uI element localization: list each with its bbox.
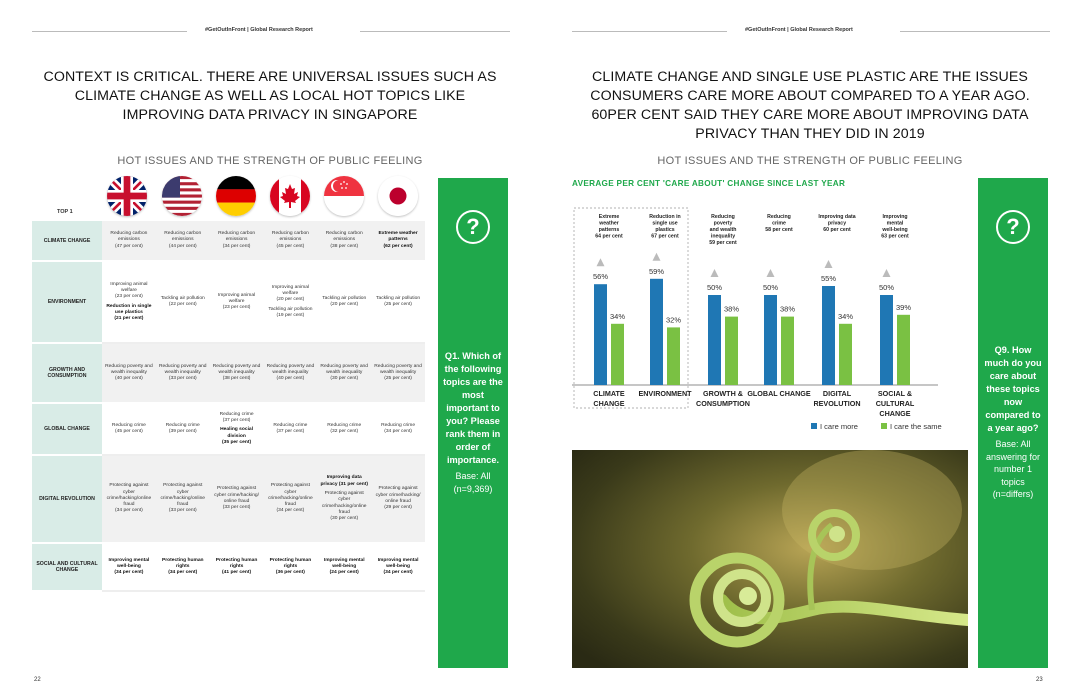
cell-percent: (62 per cent) bbox=[383, 243, 413, 249]
top-issue-label: 58 per cent bbox=[765, 227, 793, 233]
cell-percent: (34 per cent) bbox=[168, 570, 198, 576]
running-head-rule bbox=[572, 31, 727, 32]
cell-percent: (45 per cent) bbox=[115, 429, 143, 434]
bar-care-same bbox=[897, 315, 910, 385]
cell-percent: (30 per cent) bbox=[330, 516, 359, 522]
table-row bbox=[32, 543, 425, 591]
cell-percent: (34 per cent) bbox=[115, 508, 143, 514]
top-issue-label: Extreme bbox=[598, 214, 620, 220]
table-cell bbox=[102, 261, 156, 343]
legend-swatch-care-same bbox=[881, 423, 887, 429]
table-cell bbox=[317, 455, 371, 543]
table-cell bbox=[371, 455, 425, 543]
cell-issue: Improving data privacy (31 per cent) bbox=[320, 475, 369, 487]
cell-issue: Protecting against cyber crime/hacking/online fraud bbox=[160, 483, 206, 508]
page-number: 22 bbox=[34, 677, 41, 683]
data-label-care-same: 34% bbox=[837, 311, 854, 321]
top-issue-label: patterns bbox=[598, 227, 620, 233]
cell-issue: Reducing carbon emissions bbox=[325, 231, 363, 243]
cell-issue: Reduction in single use plastics bbox=[106, 303, 152, 315]
bar-care-more bbox=[708, 295, 721, 385]
table-cell bbox=[371, 261, 425, 343]
page-number: 23 bbox=[1036, 677, 1043, 683]
cell-issue: Reducing poverty and wealth inequality bbox=[320, 363, 369, 375]
table-row bbox=[32, 403, 425, 455]
table-cell bbox=[156, 543, 210, 591]
data-label-care-same: 38% bbox=[723, 304, 740, 314]
table-cell bbox=[317, 543, 371, 591]
cell-percent: (30 per cent) bbox=[330, 376, 359, 382]
top-issue-label: and wealth bbox=[709, 227, 737, 233]
table-cell bbox=[210, 261, 264, 343]
up-triangle-icon bbox=[825, 260, 833, 268]
bar-care-same bbox=[667, 327, 680, 385]
running-head-rule bbox=[32, 31, 187, 32]
row-topic: GLOBAL CHANGE bbox=[32, 403, 102, 455]
cell-issue: Reducing poverty and wealth inequality bbox=[266, 363, 315, 375]
top-issue-label: well-being bbox=[882, 227, 908, 233]
cell-issue: Improving animal welfare bbox=[110, 281, 148, 293]
legend-label-care-same: I care the same bbox=[890, 422, 942, 431]
cell-percent: (19 per cent) bbox=[276, 312, 305, 318]
question-mark-icon: ? bbox=[996, 210, 1030, 244]
bar-care-more bbox=[764, 295, 777, 385]
data-label-care-more: 50% bbox=[762, 283, 779, 292]
category-label: CLIMATE bbox=[593, 389, 625, 398]
table-cell bbox=[102, 543, 156, 591]
running-head: #GetOutInFront | Global Research Report bbox=[205, 27, 313, 33]
cell-percent: (33 per cent) bbox=[168, 508, 197, 514]
top-issue-label: poverty bbox=[713, 220, 733, 227]
category-label: CHANGE bbox=[593, 399, 625, 408]
table-cell bbox=[317, 261, 371, 343]
cell-issue: Reducing crime bbox=[381, 422, 416, 428]
cell-percent: (20 per cent) bbox=[276, 297, 305, 303]
top-issue-label: weather bbox=[599, 220, 619, 227]
sidebar-base: Base: All (n=9,369) bbox=[453, 471, 493, 494]
cell-issue: Reducing poverty and wealth inequality bbox=[105, 363, 153, 375]
up-triangle-icon bbox=[597, 258, 605, 266]
united-kingdom-flag bbox=[107, 176, 147, 216]
question-sidebar bbox=[978, 178, 1048, 668]
cell-issue: Protecting against cyber crime/hacking/ online fraud bbox=[375, 486, 421, 504]
data-label-care-same: 39% bbox=[895, 302, 912, 312]
category-label: SOCIAL & bbox=[877, 389, 913, 398]
table-cell bbox=[371, 543, 425, 591]
data-label-care-more: 56% bbox=[592, 272, 609, 282]
row-topic: SOCIAL AND CULTURAL CHANGE bbox=[32, 543, 102, 591]
cell-percent: (38 per cent) bbox=[222, 376, 251, 382]
top-1-label: TOP 1 bbox=[57, 209, 73, 215]
page-headline: CONTEXT IS CRITICAL. THERE ARE UNIVERSAL ISSUES SUCH AS CLIMATE CHANGE AS WELL AS LOCAL HOT TOPICS LIKE IMPROVING DATA PRIVACY IN SINGAPORE bbox=[43, 69, 497, 123]
up-triangle-icon bbox=[653, 253, 661, 261]
table-cell bbox=[156, 221, 210, 261]
cell-issue: Improving mental well-being bbox=[323, 557, 365, 569]
table-cell bbox=[371, 343, 425, 403]
table-cell bbox=[156, 343, 210, 403]
cell-issue: Protecting against cyber crime/hacking/online fraud bbox=[106, 483, 152, 508]
cell-issue: Improving mental well-being bbox=[108, 557, 150, 569]
top-issue-label: Improving data bbox=[818, 214, 856, 220]
top-issue-label: Reduction in bbox=[649, 214, 681, 220]
question-sidebar bbox=[438, 178, 508, 668]
top-issue-label: privacy bbox=[827, 220, 847, 227]
cell-percent: (39 per cent) bbox=[168, 429, 197, 434]
data-label-care-more: 50% bbox=[878, 283, 895, 292]
cell-percent: (32 per cent) bbox=[330, 429, 359, 434]
cell-issue: Healing social division bbox=[220, 427, 254, 439]
right-page bbox=[540, 0, 1080, 699]
table-row bbox=[32, 221, 425, 261]
cell-percent: (33 per cent) bbox=[222, 505, 251, 511]
table-cell bbox=[102, 343, 156, 403]
top-issue-label: Improving bbox=[882, 214, 908, 220]
chart-title: AVERAGE PER CENT 'CARE ABOUT' CHANGE SINCE LAST YEAR bbox=[572, 179, 846, 188]
bar-care-same bbox=[781, 317, 794, 385]
bar-care-same bbox=[839, 324, 852, 385]
cell-percent: (35 per cent) bbox=[222, 439, 252, 445]
cell-issue: Tackling air pollution bbox=[268, 306, 313, 312]
category-label: ENVIRONMENT bbox=[638, 389, 692, 398]
cell-percent: (23 per cent) bbox=[222, 305, 251, 311]
cell-percent: (21 per cent) bbox=[114, 316, 144, 322]
hot-issues-table bbox=[32, 221, 425, 592]
table-cell bbox=[156, 455, 210, 543]
table-cell bbox=[210, 221, 264, 261]
cell-issue: Improving animal welfare bbox=[217, 292, 256, 304]
legend-label-care-more: I care more bbox=[820, 422, 858, 431]
question-mark-icon: ? bbox=[456, 210, 490, 244]
up-triangle-icon bbox=[711, 269, 719, 277]
cell-percent: (20 per cent) bbox=[330, 302, 359, 307]
top-issue-label: 59 per cent bbox=[709, 240, 737, 246]
cell-percent: (47 per cent) bbox=[115, 243, 143, 249]
cell-issue: Reducing poverty and wealth inequality bbox=[374, 363, 422, 375]
bar-care-more bbox=[822, 286, 835, 385]
cell-issue: Tackling air pollution bbox=[160, 295, 205, 301]
cell-issue: Protecting human rights bbox=[269, 557, 312, 569]
table-cell bbox=[263, 455, 317, 543]
germany-flag bbox=[216, 176, 256, 216]
up-triangle-icon bbox=[883, 269, 891, 277]
cell-issue: Reducing crime bbox=[219, 411, 254, 417]
page-subhead: HOT ISSUES AND THE STRENGTH OF PUBLIC FEELING bbox=[117, 155, 423, 167]
table-cell bbox=[371, 221, 425, 261]
top-issue-label: Reducing bbox=[711, 214, 735, 220]
category-label: GLOBAL CHANGE bbox=[747, 389, 811, 398]
top-issue-label: single use bbox=[652, 220, 678, 227]
running-head-rule bbox=[360, 31, 510, 32]
cell-percent: (40 per cent) bbox=[276, 376, 305, 382]
top-issue-label: plastics bbox=[655, 227, 675, 233]
cell-percent: (45 per cent) bbox=[276, 243, 305, 249]
table-cell bbox=[263, 543, 317, 591]
top-issue-label: mental bbox=[886, 220, 904, 227]
category-label: CULTURAL bbox=[875, 399, 915, 408]
cell-percent: (25 per cent) bbox=[384, 302, 412, 307]
data-label-care-same: 34% bbox=[609, 311, 626, 321]
table-row bbox=[32, 261, 425, 343]
cell-issue: Reducing carbon emissions bbox=[164, 231, 202, 243]
cell-percent: (25 per cent) bbox=[384, 376, 412, 382]
table-cell bbox=[263, 221, 317, 261]
category-label: CHANGE bbox=[879, 409, 911, 418]
table-cell bbox=[317, 403, 371, 455]
singapore-flag bbox=[324, 176, 364, 216]
category-label: CONSUMPTION bbox=[696, 399, 750, 408]
care-about-bar-chart bbox=[540, 190, 980, 440]
cell-percent: (41 per cent) bbox=[222, 570, 252, 576]
table-cell bbox=[210, 543, 264, 591]
cell-issue: Reducing carbon emissions bbox=[218, 231, 256, 243]
table-cell bbox=[156, 403, 210, 455]
cell-issue: Protecting against cyber crime/hacking/online fraud bbox=[321, 491, 367, 515]
data-label-care-more: 50% bbox=[706, 283, 723, 292]
sidebar-question: Q1. Which of the following topics are the most important to you? Please rank them in order of importance. bbox=[443, 351, 503, 465]
cell-issue: Improving mental well-being bbox=[377, 557, 419, 569]
data-label-care-same: 32% bbox=[665, 315, 682, 325]
cell-percent: (22 per cent) bbox=[168, 302, 197, 307]
table-cell bbox=[371, 403, 425, 455]
running-head: #GetOutInFront | Global Research Report bbox=[745, 27, 853, 33]
cell-issue: Reducing crime bbox=[111, 422, 146, 428]
top-issue-label: 63 per cent bbox=[881, 233, 909, 240]
category-label: GROWTH & bbox=[703, 389, 743, 398]
cell-percent: (34 per cent) bbox=[276, 508, 305, 514]
cell-issue: Protecting human rights bbox=[215, 557, 258, 569]
table-cell bbox=[156, 261, 210, 343]
cell-issue: Reducing crime bbox=[273, 422, 308, 428]
top-issue-label: 64 per cent bbox=[595, 233, 623, 240]
cell-issue: Reducing carbon emissions bbox=[271, 231, 309, 243]
fern-fiddlehead-photo bbox=[572, 450, 968, 668]
bar-care-same bbox=[611, 324, 624, 385]
cell-percent: (34 per cent) bbox=[222, 243, 251, 249]
table-cell bbox=[317, 343, 371, 403]
top-issue-label: 67 per cent bbox=[651, 233, 679, 240]
canada-flag bbox=[270, 176, 310, 216]
data-label-care-more: 55% bbox=[820, 274, 837, 283]
table-cell bbox=[210, 455, 264, 543]
table-cell bbox=[317, 221, 371, 261]
bar-care-same bbox=[725, 317, 738, 385]
cell-issue: Protecting against cyber crime/hacking/online fraud bbox=[268, 483, 313, 508]
running-head-rule bbox=[900, 31, 1050, 32]
cell-issue: Reducing poverty and wealth inequality bbox=[158, 363, 207, 375]
cell-percent: (34 per cent) bbox=[383, 570, 413, 576]
cell-issue: Protecting human rights bbox=[161, 557, 204, 569]
table-cell bbox=[263, 403, 317, 455]
cell-percent: (33 per cent) bbox=[168, 376, 197, 382]
table-row bbox=[32, 455, 425, 543]
table-cell bbox=[102, 455, 156, 543]
cell-issue: Reducing crime bbox=[327, 422, 362, 428]
sidebar-base: Base: All answering for number 1 topics (n=differs) bbox=[985, 439, 1041, 499]
page-subhead: HOT ISSUES AND THE STRENGTH OF PUBLIC FEELING bbox=[657, 155, 963, 167]
table-cell bbox=[102, 221, 156, 261]
table-cell bbox=[263, 261, 317, 343]
united-states-flag bbox=[162, 176, 202, 216]
sidebar-question: Q9. How much do you care about these topics now compared to a year ago? bbox=[984, 345, 1042, 433]
cell-percent: (44 per cent) bbox=[168, 243, 197, 249]
legend-swatch-care-more bbox=[811, 423, 817, 429]
top-issue-label: 60 per cent bbox=[823, 227, 851, 233]
cell-percent: (38 per cent) bbox=[330, 243, 359, 249]
table-cell bbox=[210, 403, 264, 455]
top-issue-label: crime bbox=[772, 220, 786, 227]
top-issue-label: Reducing bbox=[767, 214, 791, 220]
data-label-care-same: 38% bbox=[779, 304, 796, 314]
cell-percent: (40 per cent) bbox=[115, 376, 143, 382]
table-cell bbox=[210, 343, 264, 403]
row-topic: ENVIRONMENT bbox=[32, 261, 102, 343]
cell-percent: (37 per cent) bbox=[222, 418, 251, 424]
row-topic: CLIMATE CHANGE bbox=[32, 221, 102, 261]
top-issue-label: inequality bbox=[710, 233, 736, 240]
category-label: REVOLUTION bbox=[813, 399, 861, 408]
cell-percent: (23 per cent) bbox=[115, 294, 143, 300]
cell-percent: (34 per cent) bbox=[114, 570, 144, 576]
cell-issue: Reducing carbon emissions bbox=[110, 231, 148, 243]
table-cell bbox=[263, 343, 317, 403]
cell-percent: (29 per cent) bbox=[384, 505, 412, 511]
cell-issue: Tackling air pollution bbox=[376, 295, 421, 301]
cell-issue: Reducing crime bbox=[165, 422, 200, 428]
cell-issue: Improving animal welfare bbox=[271, 284, 310, 297]
row-topic: GROWTH AND CONSUMPTION bbox=[32, 343, 102, 403]
cell-percent: (36 per cent) bbox=[275, 570, 305, 576]
cell-percent: (24 per cent) bbox=[329, 570, 359, 576]
cell-issue: Reducing poverty and wealth inequality bbox=[212, 363, 261, 375]
page-headline: CLIMATE CHANGE AND SINGLE USE PLASTIC ARE THE ISSUES CONSUMERS CARE MORE ABOUT COMPARED TO A YEAR AGO. 60PER CENT SAID THEY CARE MORE ABOUT IMPROVING DATA PRIVACY THAN THEY DID IN 2019 bbox=[590, 69, 1030, 142]
table-row bbox=[32, 343, 425, 403]
bar-care-more bbox=[650, 279, 663, 385]
category-label: DIGITAL bbox=[822, 389, 852, 398]
cell-issue: Tackling air pollution bbox=[322, 295, 367, 301]
cell-percent: (37 per cent) bbox=[276, 429, 305, 434]
up-triangle-icon bbox=[767, 269, 775, 277]
data-label-care-more: 59% bbox=[648, 266, 665, 276]
row-topic: DIGITAL REVOLUTION bbox=[32, 455, 102, 543]
cell-percent: (34 per cent) bbox=[384, 429, 412, 434]
bar-care-more bbox=[594, 284, 607, 385]
cell-issue: Protecting against cyber crime/hacking/ online fraud bbox=[214, 486, 259, 504]
cell-issue: Extreme weather patterns bbox=[378, 231, 418, 243]
table-cell bbox=[102, 403, 156, 455]
japan-flag bbox=[378, 176, 418, 216]
bar-care-more bbox=[880, 295, 893, 385]
